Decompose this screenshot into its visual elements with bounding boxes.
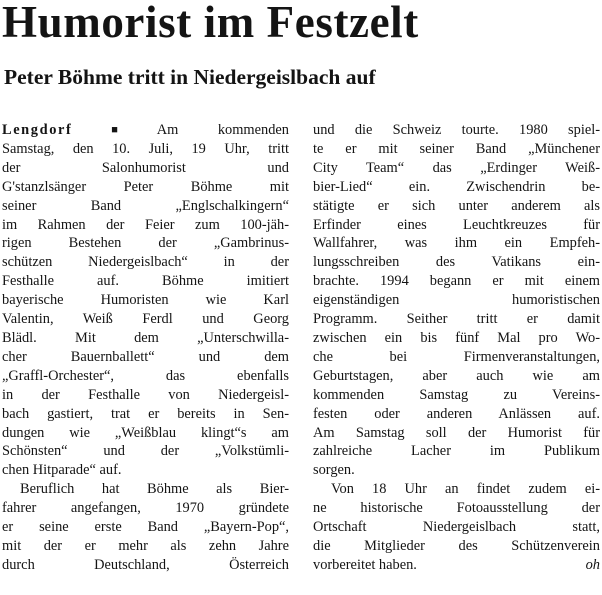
- text-line: festen oder anderen Anlässen auf.: [313, 405, 600, 422]
- text-line: Von 18 Uhr an findet zudem ei-: [331, 481, 600, 498]
- text-line: bach gastiert, trat er bereits in Sen-: [2, 405, 289, 422]
- text-line: eigenständigen humoristischen: [313, 292, 600, 309]
- text-line: Valentin, Weiß Ferdl und Georg: [2, 311, 289, 328]
- text-line: „Graffl-Orchester“, das ebenfalls: [2, 367, 289, 384]
- text-line: cher Bauernballett“ und dem: [2, 348, 289, 365]
- text-line: chen Hitparade“ auf.: [2, 462, 122, 479]
- text-line: te er mit seiner Band „Münchener: [313, 140, 600, 157]
- text-line: Geburtstagen, aber auch wie am: [313, 367, 600, 384]
- text-line: stätigte er sich unter anderem als: [313, 197, 600, 214]
- text-line: dungen wie „Weißblau klingt“s am: [2, 424, 289, 441]
- text-line: Blädl. Mit dem „Unterschwilla-: [2, 329, 289, 346]
- text-line: schützen Niedergeislbach“ in der: [2, 254, 289, 271]
- article-column-right: [313, 121, 600, 575]
- text-line: Beruflich hat Böhme als Bier-: [20, 481, 289, 498]
- text-line: Am Samstag soll der Humorist für: [313, 424, 600, 441]
- text-line: Schönsten“ und der „Volkstümli-: [2, 443, 289, 460]
- text-line: im Rahmen der Feier zum 100-jäh-: [2, 216, 289, 233]
- text-line: mit der er mehr als zehn Jahre: [2, 537, 289, 554]
- text-line: bayerische Humoristen wie Karl: [2, 292, 289, 309]
- text-line-content: Am kommenden: [156, 122, 289, 138]
- text-line: Ortschaft Niedergeislbach statt,: [313, 519, 600, 536]
- paragraph-intro: [2, 121, 289, 480]
- text-line: City Team“ das „Erdinger Weiß-: [313, 159, 600, 176]
- article-headline: Humorist im Festzelt: [2, 0, 419, 47]
- text-line: durch Deutschland, Österreich: [2, 556, 289, 573]
- author-signature: oh: [585, 556, 600, 573]
- paragraph-exhibition: [313, 480, 600, 575]
- paragraph-career-continued: [313, 121, 600, 480]
- text-line: in der Festhalle von Niedergeisl-: [2, 386, 289, 403]
- article-subheadline: Peter Böhme tritt in Niedergeislbach auf: [4, 65, 376, 89]
- text-line: und die Schweiz tourte. 1980 spiel-: [313, 122, 600, 138]
- text-line: er seine erste Band „Bayern-Pop“,: [2, 519, 289, 536]
- paragraph-career: [2, 480, 289, 575]
- text-line: zwischen ein bis fünf Mal pro Wo-: [313, 329, 600, 346]
- text-line: seiner Band „Englschalkingern“: [2, 197, 289, 214]
- text-line: [2, 121, 289, 140]
- text-line: kommenden Samstag zu Vereins-: [313, 386, 600, 403]
- bullet-icon: ■: [75, 124, 154, 136]
- text-line: Wallfahrer, was ihm ein Empfeh-: [313, 235, 600, 252]
- article-column-left: [2, 121, 289, 575]
- text-line: Samstag, den 10. Juli, 19 Uhr, tritt: [2, 140, 289, 157]
- text-line: [313, 556, 600, 575]
- text-line: sorgen.: [313, 462, 355, 479]
- text-line: Festhalle auf. Böhme imitiert: [2, 273, 289, 290]
- text-line: bier-Lied“ ein. Zwischendrin be-: [313, 178, 600, 195]
- text-line: rigen Bestehen der „Gambrinus-: [2, 235, 289, 252]
- text-line: Erfinder eines Leuchtkreuzes für: [313, 216, 600, 233]
- text-line-content: vorbereitet haben.: [313, 556, 417, 573]
- text-line: der Salonhumorist und: [2, 159, 289, 176]
- text-line: fahrer angefangen, 1970 gründete: [2, 500, 289, 517]
- text-line: lungsschreiben des Vatikans ein-: [313, 254, 600, 271]
- text-line: che bei Firmenveranstaltungen,: [313, 348, 600, 365]
- dateline: Lengdorf: [2, 122, 73, 138]
- text-line: G'stanzlsänger Peter Böhme mit: [2, 178, 289, 195]
- text-line: zahlreiche Lacher im Publikum: [313, 443, 600, 460]
- text-line: brachte. 1994 begann er mit einem: [313, 273, 600, 290]
- text-line: Programm. Seither tritt er damit: [313, 311, 600, 328]
- text-line: ne historische Fotoausstellung der: [313, 500, 600, 517]
- text-line: die Mitglieder des Schützenverein: [313, 537, 600, 554]
